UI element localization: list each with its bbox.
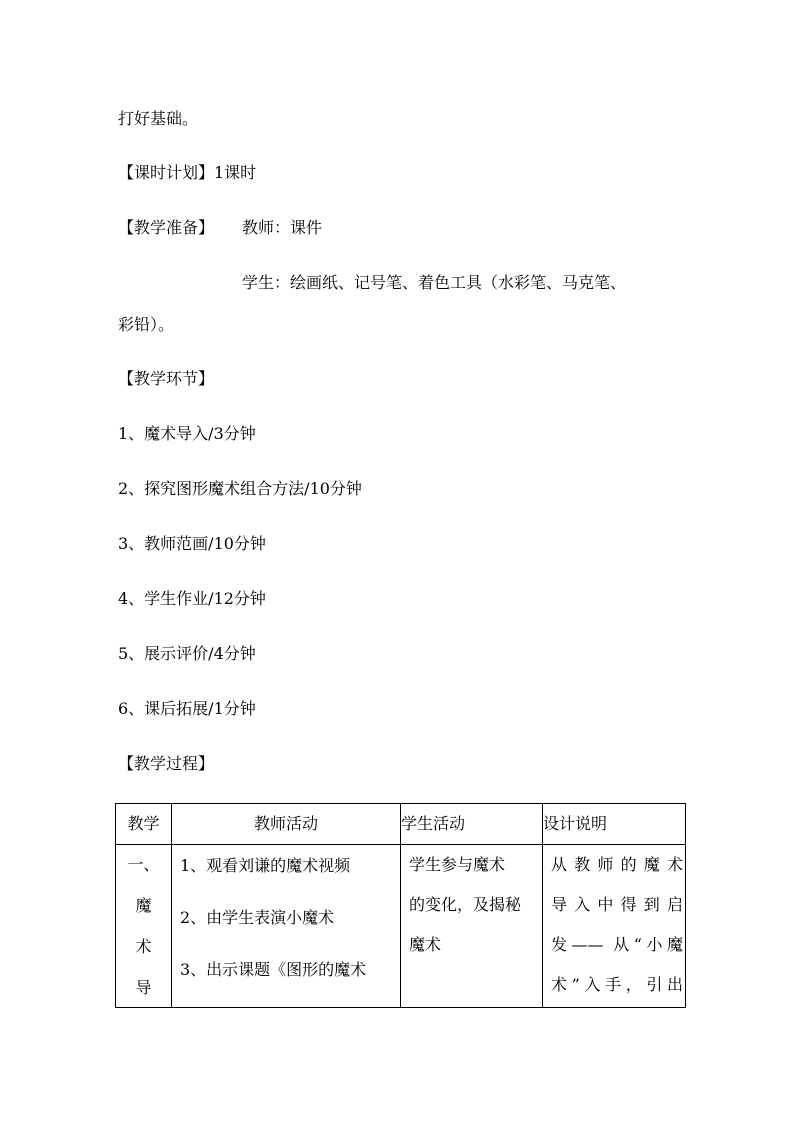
stage-cell: 一、 魔 术 导	[116, 845, 172, 1008]
teaching-steps-heading: 【教学环节】	[118, 369, 215, 388]
step-item-4: 4、学生作业/12分钟	[118, 589, 266, 608]
step-item-6: 6、课后拓展/1分钟	[118, 699, 256, 718]
teaching-process-table	[115, 803, 686, 1008]
student-prep-continued: 彩铅）。	[118, 315, 175, 334]
text-line-foundation: 打好基础。	[118, 109, 199, 128]
teaching-prep-label: 【教学准备】	[118, 218, 215, 237]
step-item-5: 5、展示评价/4分钟	[118, 644, 256, 663]
student-activity-cell: 学生参与魔术 的变化，及揭秘 魔术	[401, 845, 543, 1008]
design-notes-cell: 从教师的魔术 导入中得到启 发—— 从“小魔 术”入手，引出	[543, 845, 686, 1008]
step-item-3: 3、教师范画/10分钟	[118, 534, 266, 553]
header-cell-stage: 教学	[116, 804, 172, 845]
header-cell-teacher: 教师活动	[172, 804, 401, 845]
table-row	[116, 845, 686, 1008]
teacher-activity-cell: 1、观看刘谦的魔术视频 2、由学生表演小魔术 3、出示课题《图形的魔术	[172, 845, 401, 1008]
table-header-row	[116, 804, 686, 845]
student-prep-text: 学生：绘画纸、记号笔、着色工具（水彩笔、马克笔、	[242, 273, 627, 292]
lesson-plan-line: 【课时计划】1课时	[118, 163, 257, 182]
teaching-process-heading: 【教学过程】	[118, 754, 215, 773]
header-cell-design: 设计说明	[543, 804, 686, 845]
teacher-prep-text: 教师：课件	[242, 218, 323, 237]
header-cell-student: 学生活动	[401, 804, 543, 845]
step-item-1: 1、魔术导入/3分钟	[118, 424, 256, 443]
step-item-2: 2、探究图形魔术组合方法/10分钟	[118, 479, 362, 498]
